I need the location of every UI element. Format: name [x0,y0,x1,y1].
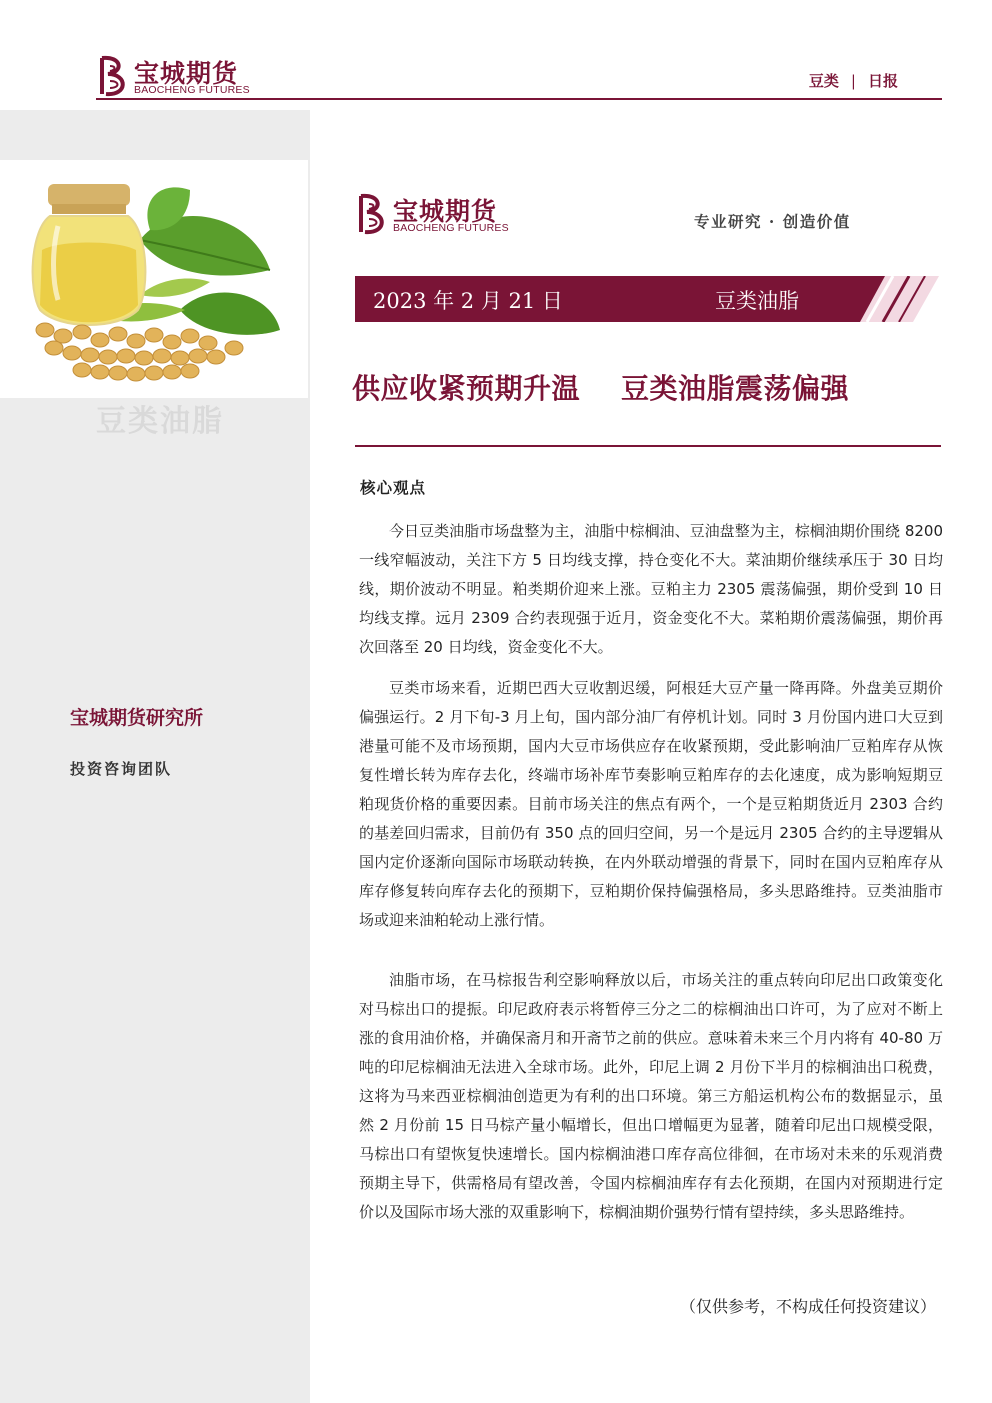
header-logo [96,54,256,102]
hero-image [0,160,308,398]
tag-category: 豆类 [808,72,839,90]
tag-separator: | [850,72,856,90]
disclaimer: （仅供参考，不构成任何投资建议） [679,1297,936,1316]
report-date: 2023 年 2 月 21 日 [373,289,563,313]
logo-text-en: BAOCHENG FUTURES [134,84,250,96]
institute-name: 宝城期货研究所 [70,707,204,729]
tag-type: 日报 [867,72,898,90]
logo-text-en: BAOCHENG FUTURES [393,222,509,234]
report-sector: 豆类油脂 [715,289,799,313]
pod-shape [140,278,210,296]
soybean-oil-illustration [0,160,308,398]
report-headline: 供应收紧预期升温 豆类油脂震荡偏强 [352,372,849,405]
section-title: 核心观点 [360,478,427,497]
body-paragraph-3: 油脂市场，在马棕报告利空影响释放以后，市场关注的重点转向印尼出口政策变化对马棕出口的提振。印尼政府表示将暂停三分之二的棕榈油出口许可，为了应对不断上涨的食用油价格，并确保斋月和开斋节之前的供应。意味着未来三个月内将有 40-80 万吨的印尼棕榈油无法进入全球市场。此外，印尼上调 2 月份下半月的棕榈油出口税费，这将为马来西亚棕榈油创造更为有利的出口环境。第三方船运机构公布的数据显示，虽然 2 月份前 15 日马棕产量小幅增长，但出口增幅更为显著，随着印尼出口规模受限，马棕出口有望恢复快速增长。国内棕榈油港口库存高位徘徊，在市场对未来的乐观消费预期主导下，供需格局有望改善，令国内棕榈油库存有去化预期，在国内对预期进行定价以及国际市场大涨的双重影响下，棕榈油期价强势行情有望持续，多头思路维持。 [359,971,943,1221]
leaf-shape [180,293,280,335]
logo-text-cn: 宝城期货 [134,59,239,88]
soybeans [36,323,243,381]
header-divider [96,98,942,100]
company-tagline: 专业研究 · 创造价值 [694,212,851,231]
report-logo [355,192,525,242]
body-paragraph-1: 今日豆类油脂市场盘整为主，油脂中棕榈油、豆油盘整为主，棕榈油期价围绕 8200 一线窄幅波动，关注下方 5 日均线支撑，持仓变化不大。菜油期价继续承压于 30 日均线，期价波动不明显。粕类期价迎来上涨。豆粕主力 2305 震荡偏强，期价受到 10 日均线支撑。远月 2309 合约表现强于近月，资金变化不大。菜粕期价震荡偏强，期价再次回落至 20 日均线，资金变化不大。 [359,522,943,656]
body-paragraph-2: 豆类市场来看，近期巴西大豆收割迟缓，阿根廷大豆产量一降再降。外盘美豆期价偏强运行。2 月下旬-3 月上旬，国内部分油厂有停机计划。同时 3 月份国内进口大豆到港量可能不及市场预期，国内大豆市场供应存在收紧预期，受此影响油厂豆粕库存从恢复性增长转为库存去化，终端市场补库节奏影响豆粕库存的去化速度，成为影响短期豆粕现货价格的重要因素。目前市场关注的焦点有两个，一个是豆粕期货近月 2303 合约的基差回归需求，目前仍有 350 点的回归空间，另一个是远月 2305 合约的主导逻辑从国内定价逐渐向国际市场联动转换，在内外联动增强的背景下，同时在国内豆粕库存从库存修复转向库存去化的预期下，豆粕期价保持偏强格局，多头思路维持。豆类油脂市场或迎来油粕轮动上涨行情。 [359,679,943,929]
baocheng-logo-icon [96,54,130,98]
logo-text-cn: 宝城期货 [393,197,498,226]
sidebar-sector-title: 豆类油脂 [96,404,224,439]
date-banner [355,276,939,322]
jar-lid [48,184,130,206]
headline-divider [355,445,941,447]
baocheng-logo-icon [355,192,389,236]
report-type-tags [809,70,898,91]
team-name: 投资咨询团队 [70,760,173,778]
